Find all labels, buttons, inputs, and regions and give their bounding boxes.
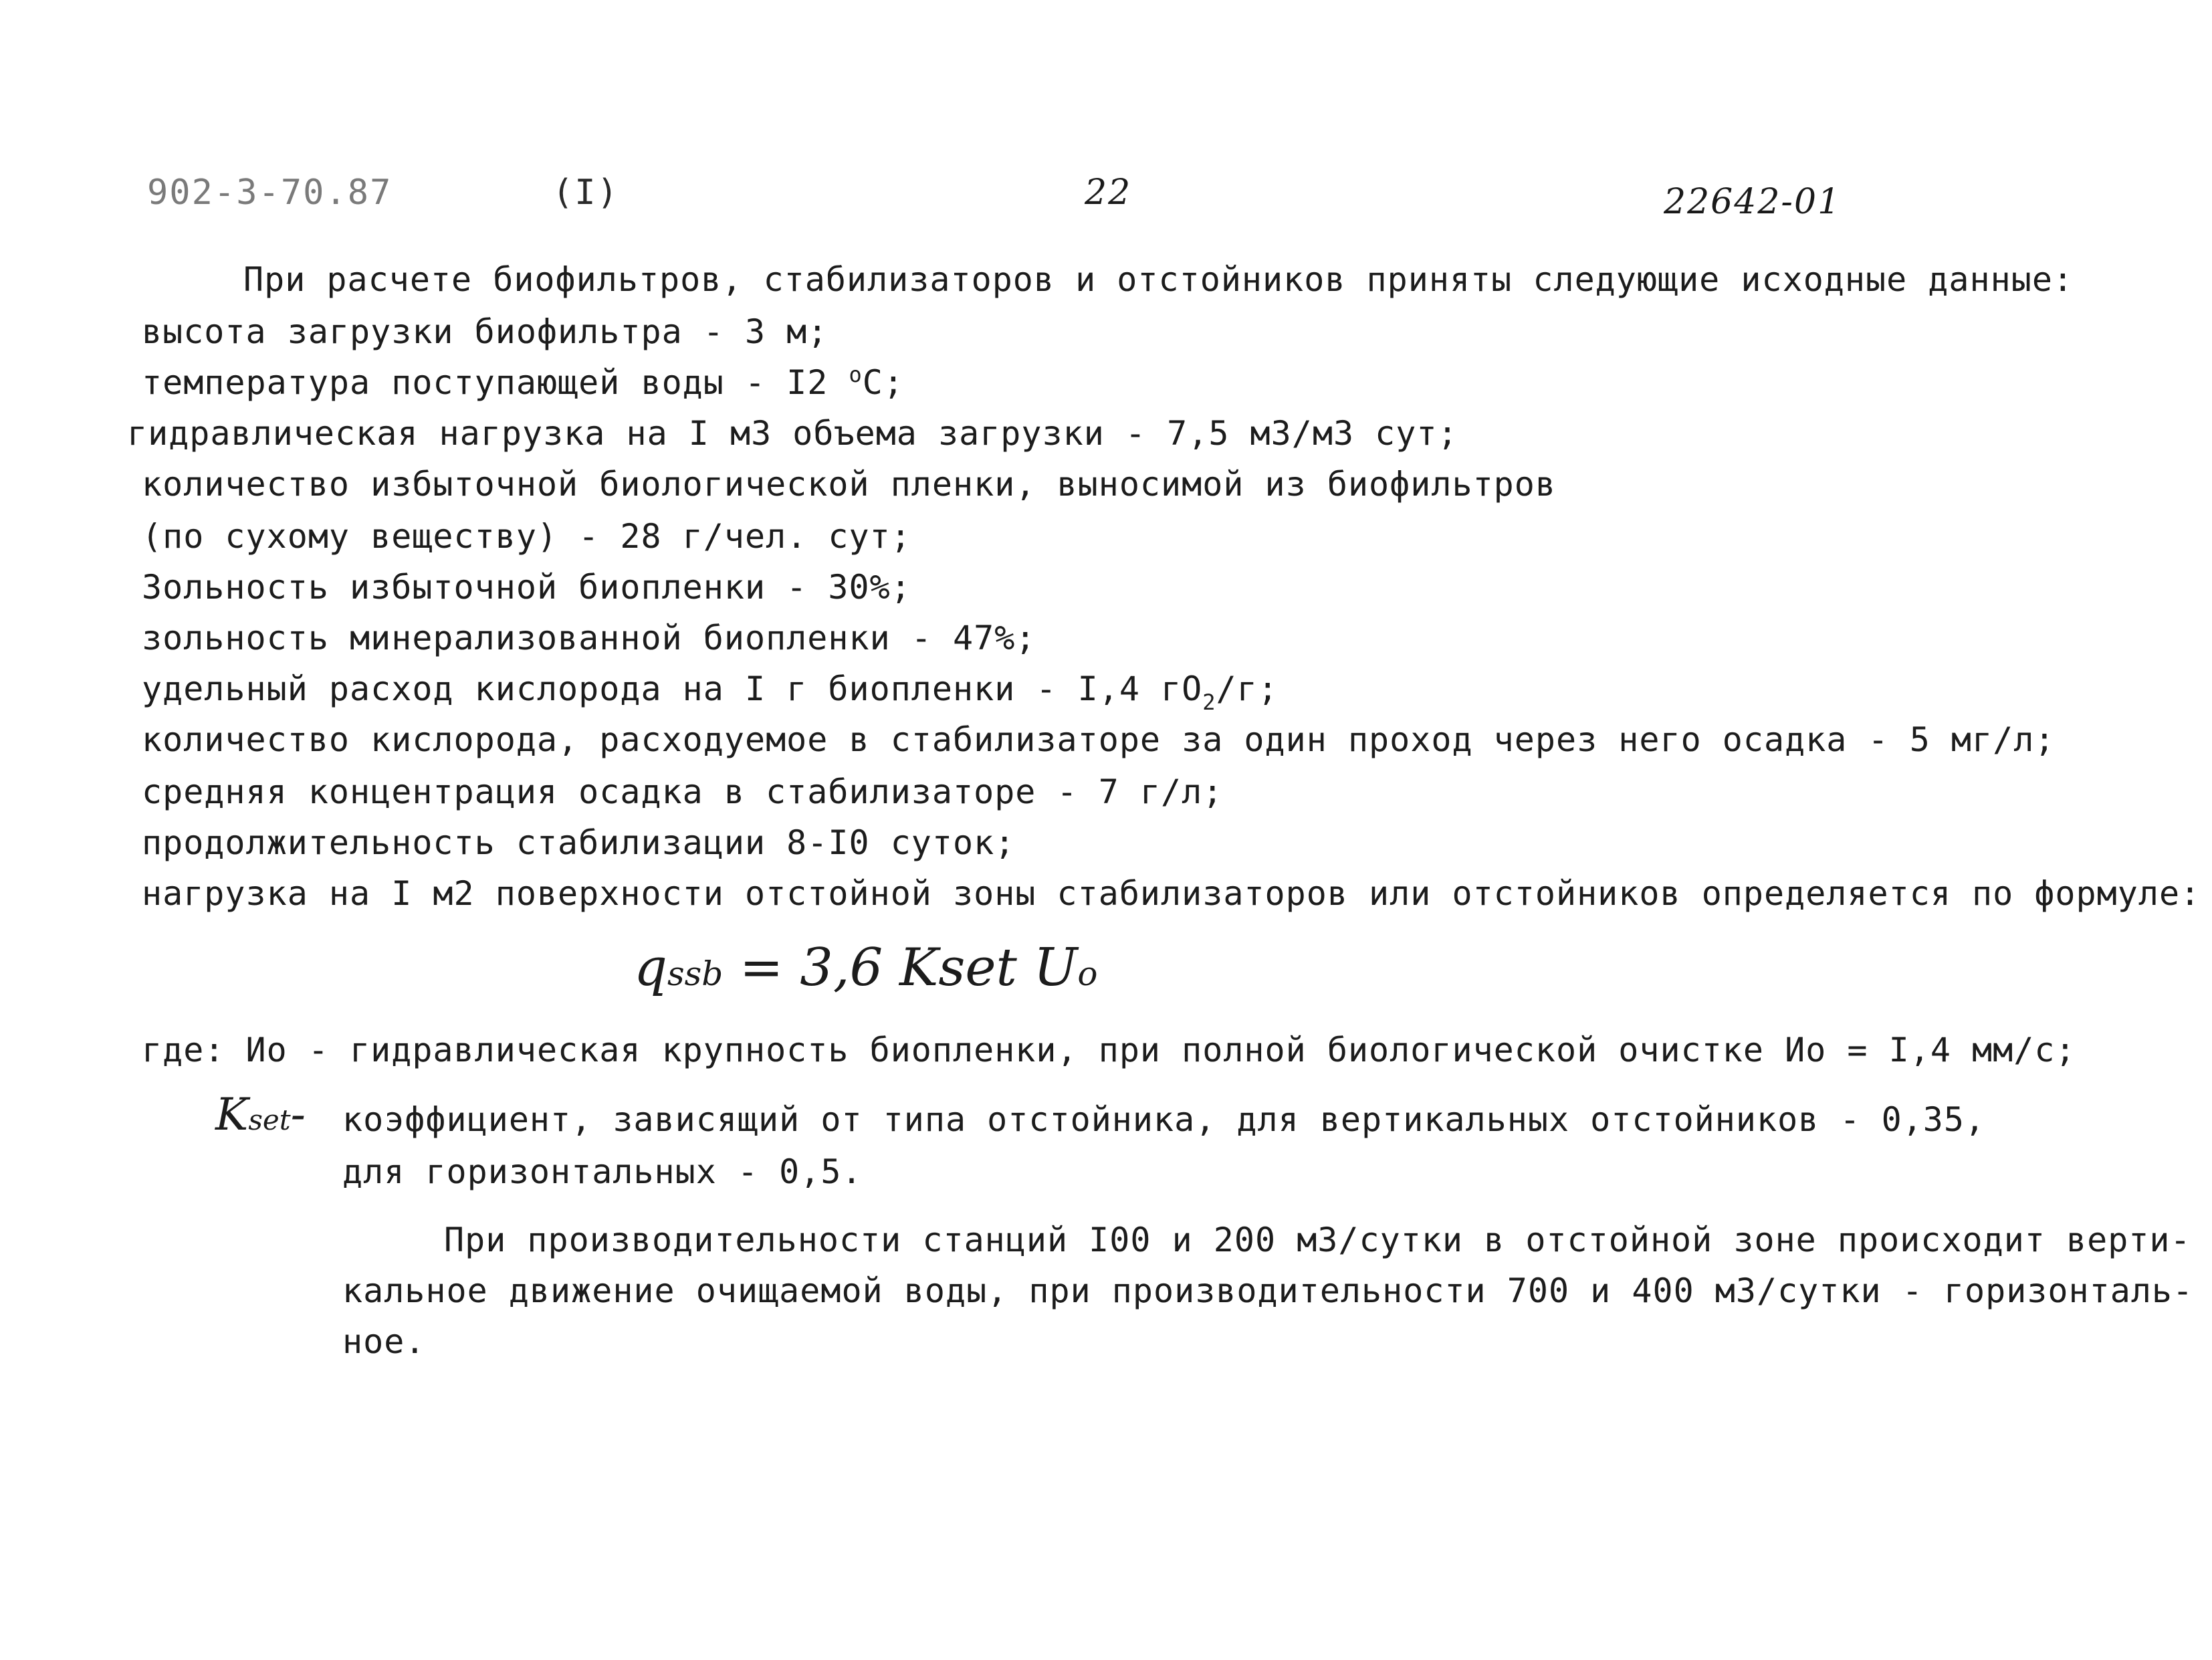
part-number: (I): [552, 173, 619, 213]
param-dry-matter: (по сухому веществу) - 28 г/чел. сут;: [142, 517, 911, 556]
param-sludge-concentration: средняя концентрация осадка в стабилизаторе - 7 г/л;: [142, 772, 1224, 811]
kset-horizontal-value: для горизонтальных - 0,5.: [342, 1152, 863, 1191]
param-stabilization-duration: продолжительность стабилизации 8-I0 суток;: [142, 823, 1016, 862]
param-surface-load: нагрузка на I м2 поверхности отстойной зоны стабилизаторов или отстойников определяется по формуле:: [142, 874, 2201, 913]
closing-paragraph-line-1: При производительности станций I00 и 200 м3/сутки в отстойной зоне происходит верти-: [444, 1221, 2191, 1259]
param-hydraulic-load: гидравлическая нагрузка на I м3 объема загрузки - 7,5 м3/м3 сут;: [127, 414, 1458, 453]
param-load-height: высота загрузки биофильтра - 3 м;: [142, 312, 828, 351]
param-oxygen-consumption: удельный расход кислорода на I г биопленки - I,4 $гО_2/г$;: [142, 669, 1279, 715]
page-number: 22: [1085, 173, 1132, 213]
doc-code: 902-3-70.87: [147, 173, 393, 213]
param-ash-excess-film: Зольность избыточной биопленки - 30%;: [142, 568, 911, 607]
param-excess-film-amount: количество избыточной биологической пленки, выносимой из биофильтров: [142, 465, 1556, 504]
param-ash-mineralized-film: зольность минерализованной биопленки - 47%;: [142, 619, 1036, 657]
where-uo-definition: где: Ио - гидравлическая крупность биопленки, при полной биологической очистке Ио = I,4 мм/с;: [142, 1031, 2076, 1069]
kset-definition: коэффициент, зависящий от типа отстойника, для вертикальных отстойников - 0,35,: [342, 1100, 1986, 1139]
archive-number: 22642-01: [1664, 182, 1842, 222]
surface-load-formula: qssb = 3,6 Kset Uo: [634, 938, 1098, 998]
closing-paragraph-line-2: кальное движение очищаемой воды, при производительности 700 и 400 м3/сутки - горизонталь-: [342, 1271, 2194, 1310]
kset-symbol: Kset-: [215, 1089, 306, 1140]
param-water-temperature: температура поступающей воды - I2 $^о$С;: [142, 362, 904, 402]
closing-paragraph-line-3: ное.: [342, 1322, 426, 1361]
intro-paragraph: При расчете биофильтров, стабилизаторов и отстойников приняты следующие исходные данные:: [243, 260, 2074, 299]
param-oxygen-per-pass: количество кислорода, расходуемое в стабилизаторе за один проход через него осадка - 5 мг/л;: [142, 720, 2056, 759]
